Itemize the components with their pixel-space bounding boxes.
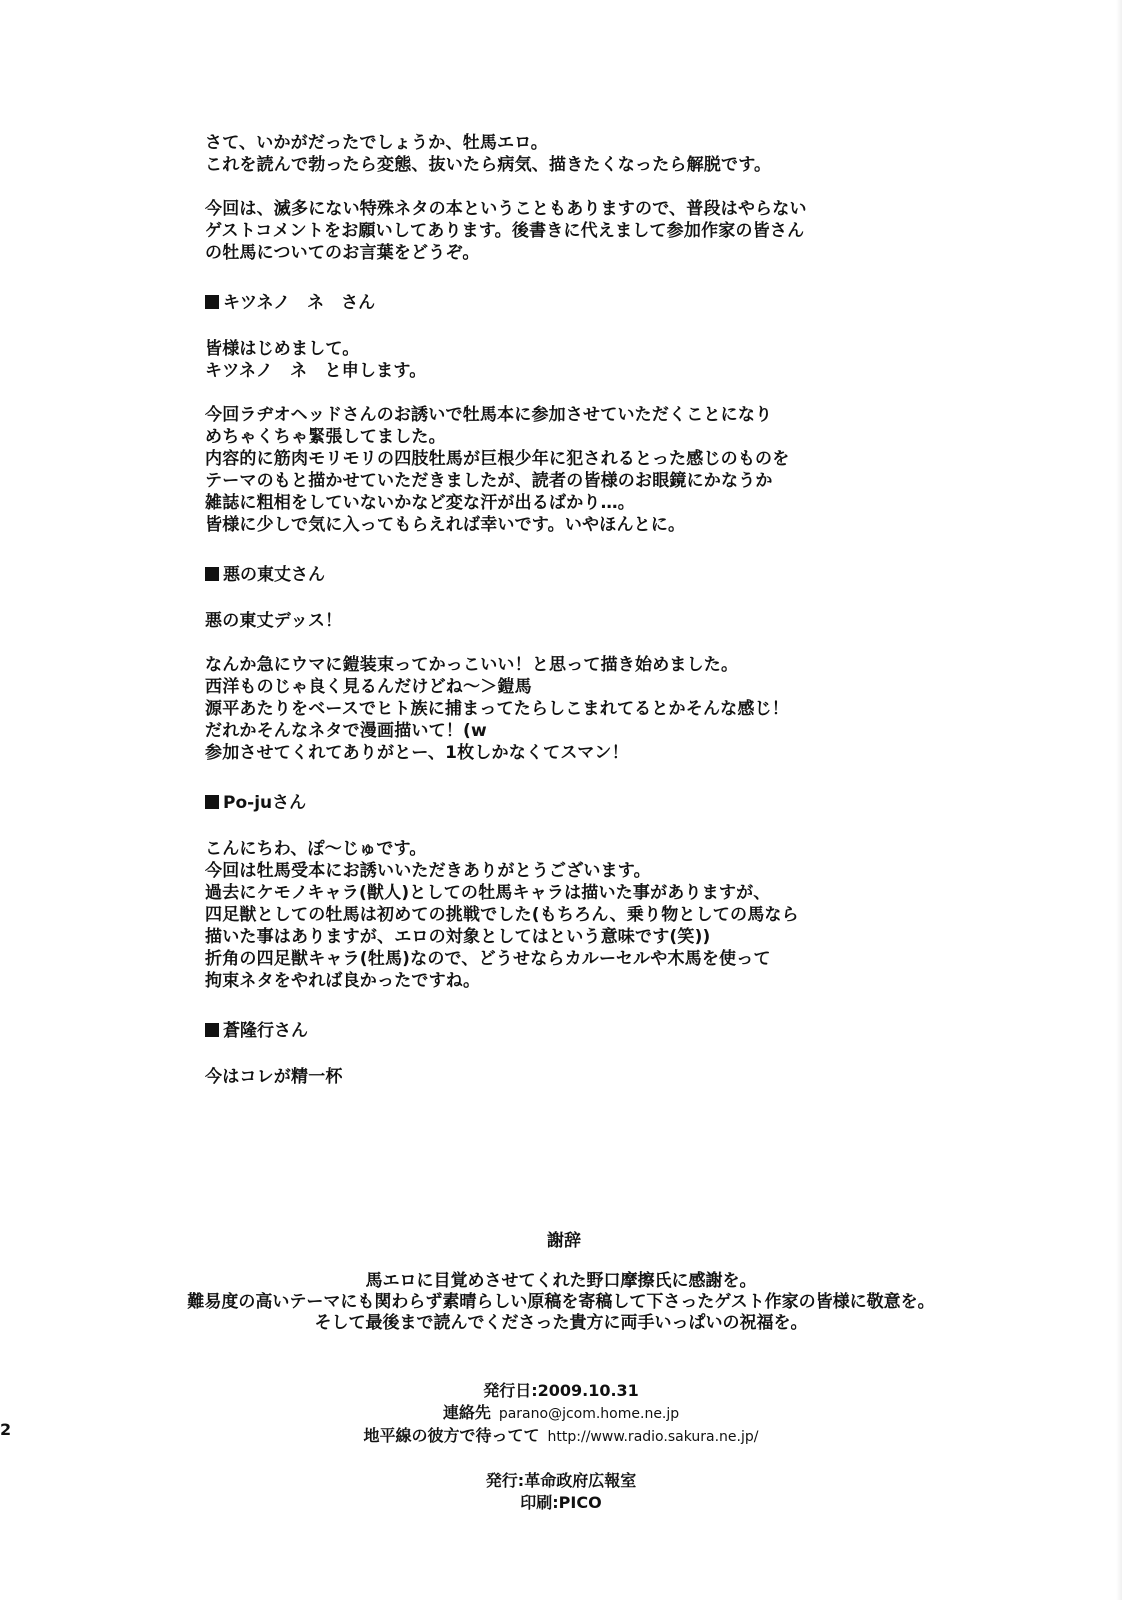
text-line: ゲストコメントをお願いしてあります。後書きに代えまして参加作家の皆さん [205,221,805,241]
square-bullet-icon [205,295,219,309]
website-label: 地平線の彼方で待ってて [363,1426,540,1445]
text-line: 四足獣としての牡馬は初めての挑戦でした(もちろん、乗り物としての馬なら [205,905,799,925]
text-line: 源平あたりをベースでヒト族に捕まってたらしこまれてるとかそんな感じ！ [205,699,789,719]
guest-paragraph [205,404,1085,536]
contact-email: parano@jcom.home.ne.jp [498,1406,680,1422]
guest-name: 蒼隆行さん [223,1021,308,1041]
text-line: 今回は牡馬受本にお誘いいただきありがとうございます。 [205,861,651,881]
afterword-body [205,132,1085,1110]
acknowledgement-line: 馬エロに目覚めさせてくれた野口摩擦氏に感謝を。 [365,1271,757,1291]
intro-paragraph [205,132,1085,176]
guest-paragraph [205,338,1085,382]
intro-paragraph [205,198,1085,264]
text-line: さて、いかがだったでしょうか、牡馬エロ。 [205,133,548,153]
text-line: 折角の四足獣キャラ(牡馬)なので、どうせならカルーセルや木馬を使って [205,949,771,969]
guest-name: Po-juさん [223,793,307,813]
contact-label: 連絡先 [442,1403,491,1422]
colophon [0,1380,1122,1514]
square-bullet-icon [205,1023,219,1037]
square-bullet-icon [205,567,219,581]
acknowledgements [0,1226,1122,1334]
square-bullet-icon [205,795,219,809]
text-line: 西洋ものじゃ良く見るんだけどね～＞鎧馬 [205,677,532,697]
text-line: 過去にケモノキャラ(獣人)としての牡馬キャラは描いた事がありますが、 [205,883,771,903]
text-line: テーマのもと描かせていただきましたが、読者の皆様のお眼鏡にかなうか [205,471,773,491]
acknowledgement-line: そして最後まで読んでくださった貴方に両手いっぱいの祝福を。 [314,1313,808,1333]
printer: 印刷:PICO [520,1493,602,1512]
text-line: 悪の東丈デッス！ [205,611,343,631]
page-edge [1116,0,1122,1600]
text-line: めちゃくちゃ緊張してました。 [205,427,446,447]
guest-heading [205,792,1085,814]
text-line: 描いた事はありますが、エロの対象としてはという意味です(笑)) [205,927,711,947]
text-line: 今回ラヂオヘッドさんのお誘いで牡馬本に参加させていただくことになり [205,405,773,425]
text-line: 今回は、滅多にない特殊ネタの本ということもありますので、普段はやらない [205,199,807,219]
guest-name: キツネノ ネ さん [223,293,376,313]
text-line: 拘束ネタをやれば良かったですね。 [205,971,481,991]
guest-name: 悪の東丈さん [223,565,325,585]
text-line: 内容的に筋肉モリモリの四肢牡馬が巨根少年に犯されるとった感じのものを [205,449,790,469]
guest-heading [205,564,1085,586]
website-url: http://www.radio.sakura.ne.jp/ [547,1429,759,1445]
text-line: これを読んで勃ったら変態、抜いたら病気、描きたくなったら解脱です。 [205,155,772,175]
text-line: キツネノ ネ と申します。 [205,361,427,381]
publish-date: 発行日:2009.10.31 [483,1381,639,1400]
text-line: 雑誌に粗相をしていないかなど変な汗が出るばかり…。 [205,493,635,513]
acknowledgements-title: 謝辞 [547,1231,581,1251]
guest-paragraph [205,1066,1085,1088]
contact-line [0,1402,1122,1425]
text-line: の牡馬についてのお言葉をどうぞ。 [205,243,480,263]
guest-paragraph [205,838,1085,992]
guest-paragraph [205,654,1085,764]
text-line: なんか急にウマに鎧装束ってかっこいい！と思って描き始めました。 [205,655,739,675]
text-line: 皆様に少しで気に入ってもらえれば幸いです。いやほんとに。 [205,515,686,535]
text-line: だれかそんなネタで漫画描いて！(w [205,721,487,741]
page-number: 2 [0,1420,12,1439]
guest-paragraph [205,610,1085,632]
guest-heading [205,1020,1085,1042]
acknowledgement-line: 難易度の高いテーマにも関わらず素晴らしい原稿を寄稿して下さったゲスト作家の皆様に敬意を。 [187,1292,935,1312]
publisher: 発行:革命政府広報室 [485,1471,637,1490]
text-line: こんにちわ、ぽ～じゅです。 [205,839,427,859]
text-line: 今はコレが精一杯 [205,1067,343,1087]
text-line: 皆様はじめまして。 [205,339,360,359]
text-line: 参加させてくれてありがとー、1枚しかなくてスマン！ [205,743,629,763]
guest-heading [205,292,1085,314]
website-line [0,1425,1122,1448]
